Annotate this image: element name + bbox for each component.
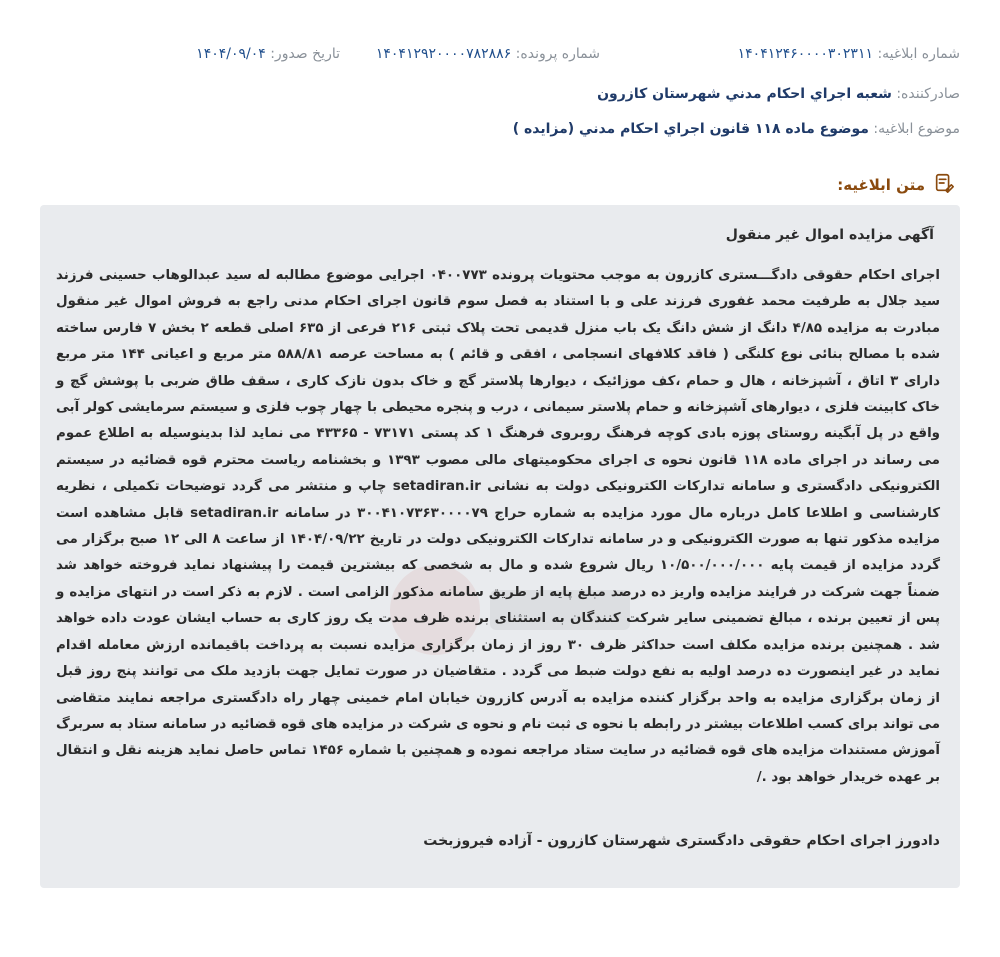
notice-text-heading [837, 172, 955, 198]
issue-date-label: تاریخ صدور: [270, 46, 340, 62]
case-number-field [376, 46, 600, 62]
notice-number-field [738, 46, 960, 62]
subject-label: موضوع ابلاغیه: [873, 121, 960, 137]
ad-body-text: اجرای احکام حقوقی دادگـــستری کازرون به موجب محتویات پرونده ۰۴۰۰۷۷۳ اجرایی موضوع مطالبه له سید عبدالوهاب حسینی فرزند سید جلال به طرفیت محمد غفوری فرزند علی و با استناد به فصل سوم قانون اجرای احکام مدنی راجع به فروش اموال غیر منقول مبادرت به مزایده ۴/۸۵ دانگ از شش دانگ یک باب منزل قدیمی تحت پلاک ثبتی ۲۱۶ فرعی از ۶۳۵ اصلی قطعه ۲ بخش ۷ فارس ساخته شده با مصالح بنائی نوع کلنگی ( فاقد کلافهای انسجامی ، افقی و قائم ) به مساحت عرصه ۵۸۸/۸۱ متر مربع و اعیانی ۱۴۴ متر مربع دارای ۳ اتاق ، آشپزخانه ، هال و حمام ،کف موزائیک ، دیوارها پلاستر گچ و خاک بدون نازک کاری ، سقف طاق ضربی با پوشش گچ و خاک کابینت فلزی ، دیوارهای آشپزخانه و حمام پلاستر سیمانی ، درب و پنجره محیطی با چهار چوب فلزی و سیستم سرمایشی کولر آبی واقع در پل آبگینه روستای پوزه بادی کوچه فرهنگ روبروی فرهنگ ۱ کد پستی ۷۳۱۷۱ - ۴۳۳۶۵ می نماید لذا بدینوسیله به اطلاع عموم می رساند در اجرای ماده ۱۱۸ قانون نحوه ی اجرای محکومیتهای مالی مصوب ۱۳۹۳ و بخشنامه ریاست محترم قوه قضائیه در سیستم الکترونیکی دادگستری و سامانه تدارکات الکترونیکی دولت به نشانی setadiran.ir چاپ و منتشر می گردد توضیحات تکمیلی ، نظریه کارشناسی و اطلاعا کامل درباره مال مورد مزایده به شماره حراج ۳۰۰۴۱۰۷۳۶۳۰۰۰۰۷۹ در سامانه setadiran.ir قابل مشاهده است مزایده مذکور تنها به صورت الکترونیکی و در سامانه تدارکات الکترونیکی دولت در تاریخ ۱۴۰۴/۰۹/۲۲ از ساعت ۸ الی ۱۲ صبح برگزار می گردد مزایده از قیمت پایه ۱۰/۵۰۰/۰۰۰/۰۰۰ ریال شروع شده و مال به شخصی که بیشترین قیمت را پیشنهاد نماید فروخته خواهد شد ضمناً جهت شرکت در فرایند مزایده واریز ده درصد مبلغ پایه از طریق سامانه مذکور الزامی است . لازم به ذکر است در انتهای مزایده و پس از تعیین برنده ، مبالغ تضمینی سایر شرکت کنندگان به استثنای برنده ظرف مدت یک روز کاری به حساب ایشان عودت داده خواهد شد . همچنین برنده مزایده مکلف است حداکثر ظرف ۳۰ روز از زمان برگزاری مزایده نسبت به پرداخت باقیمانده ارزش معامله اقدام نماید در غیر اینصورت ده درصد اولیه به نفع دولت ضبط می گردد . متقاضیان در صورت تمایل جهت بازدید ملک می توانند پنج روز قبل از زمان برگزاری مزایده به واحد برگزار کننده مزایده به آدرس کازرون خیابان امام خمینی چهار راه دادگستری مراجعه نمایند متقاضی می تواند برای کسب اطلاعات بیشتر در رابطه با نحوه ی ثبت نام و نحوه ی شرکت در مزایده های قوه قضائیه در سامانه ستاد به سربرگ آموزش مستندات مزایده های قوه قضائیه در سایت ستاد مراجعه نموده و همچنین با شماره ۱۴۵۶ تماس حاصل نماید هزینه نقل و انتقال بر عهده خریدار خواهد بود ./ [56, 268, 941, 785]
ad-signature: دادورز اجرای احکام حقوقی دادگستری شهرستان کازرون - آزاده فیروزبخت [423, 833, 940, 849]
notice-text-panel [40, 205, 960, 888]
issue-date-value: ۱۴۰۴/۰۹/۰۴ [196, 46, 266, 62]
case-number-value: ۱۴۰۴۱۲۹۲۰۰۰۰۷۸۲۸۸۶ [375, 46, 512, 62]
ad-title: آگهی مزایده اموال غیر منقول [725, 227, 934, 243]
subject-row [40, 121, 960, 147]
subject-value: موضوع ماده ۱۱۸ قانون اجراي احكام مدني (مزايده ) [512, 121, 869, 137]
issuer-value: شعبه اجراي احكام مدني شهرستان كازرون [597, 86, 892, 102]
notice-number-value: ۱۴۰۴۱۲۴۶۰۰۰۰۳۰۲۳۱۱ [737, 46, 873, 62]
notice-text-heading-label: متن ابلاغیه: [837, 176, 925, 194]
case-number-label: شماره پرونده: [515, 46, 600, 62]
issuer-label: صادرکننده: [896, 86, 960, 102]
notice-number-label: شماره ابلاغیه: [877, 46, 960, 62]
issue-date-field [196, 46, 340, 62]
notice-meta-row [40, 46, 960, 72]
document-edit-icon [933, 172, 955, 198]
issuer-row [40, 86, 960, 112]
